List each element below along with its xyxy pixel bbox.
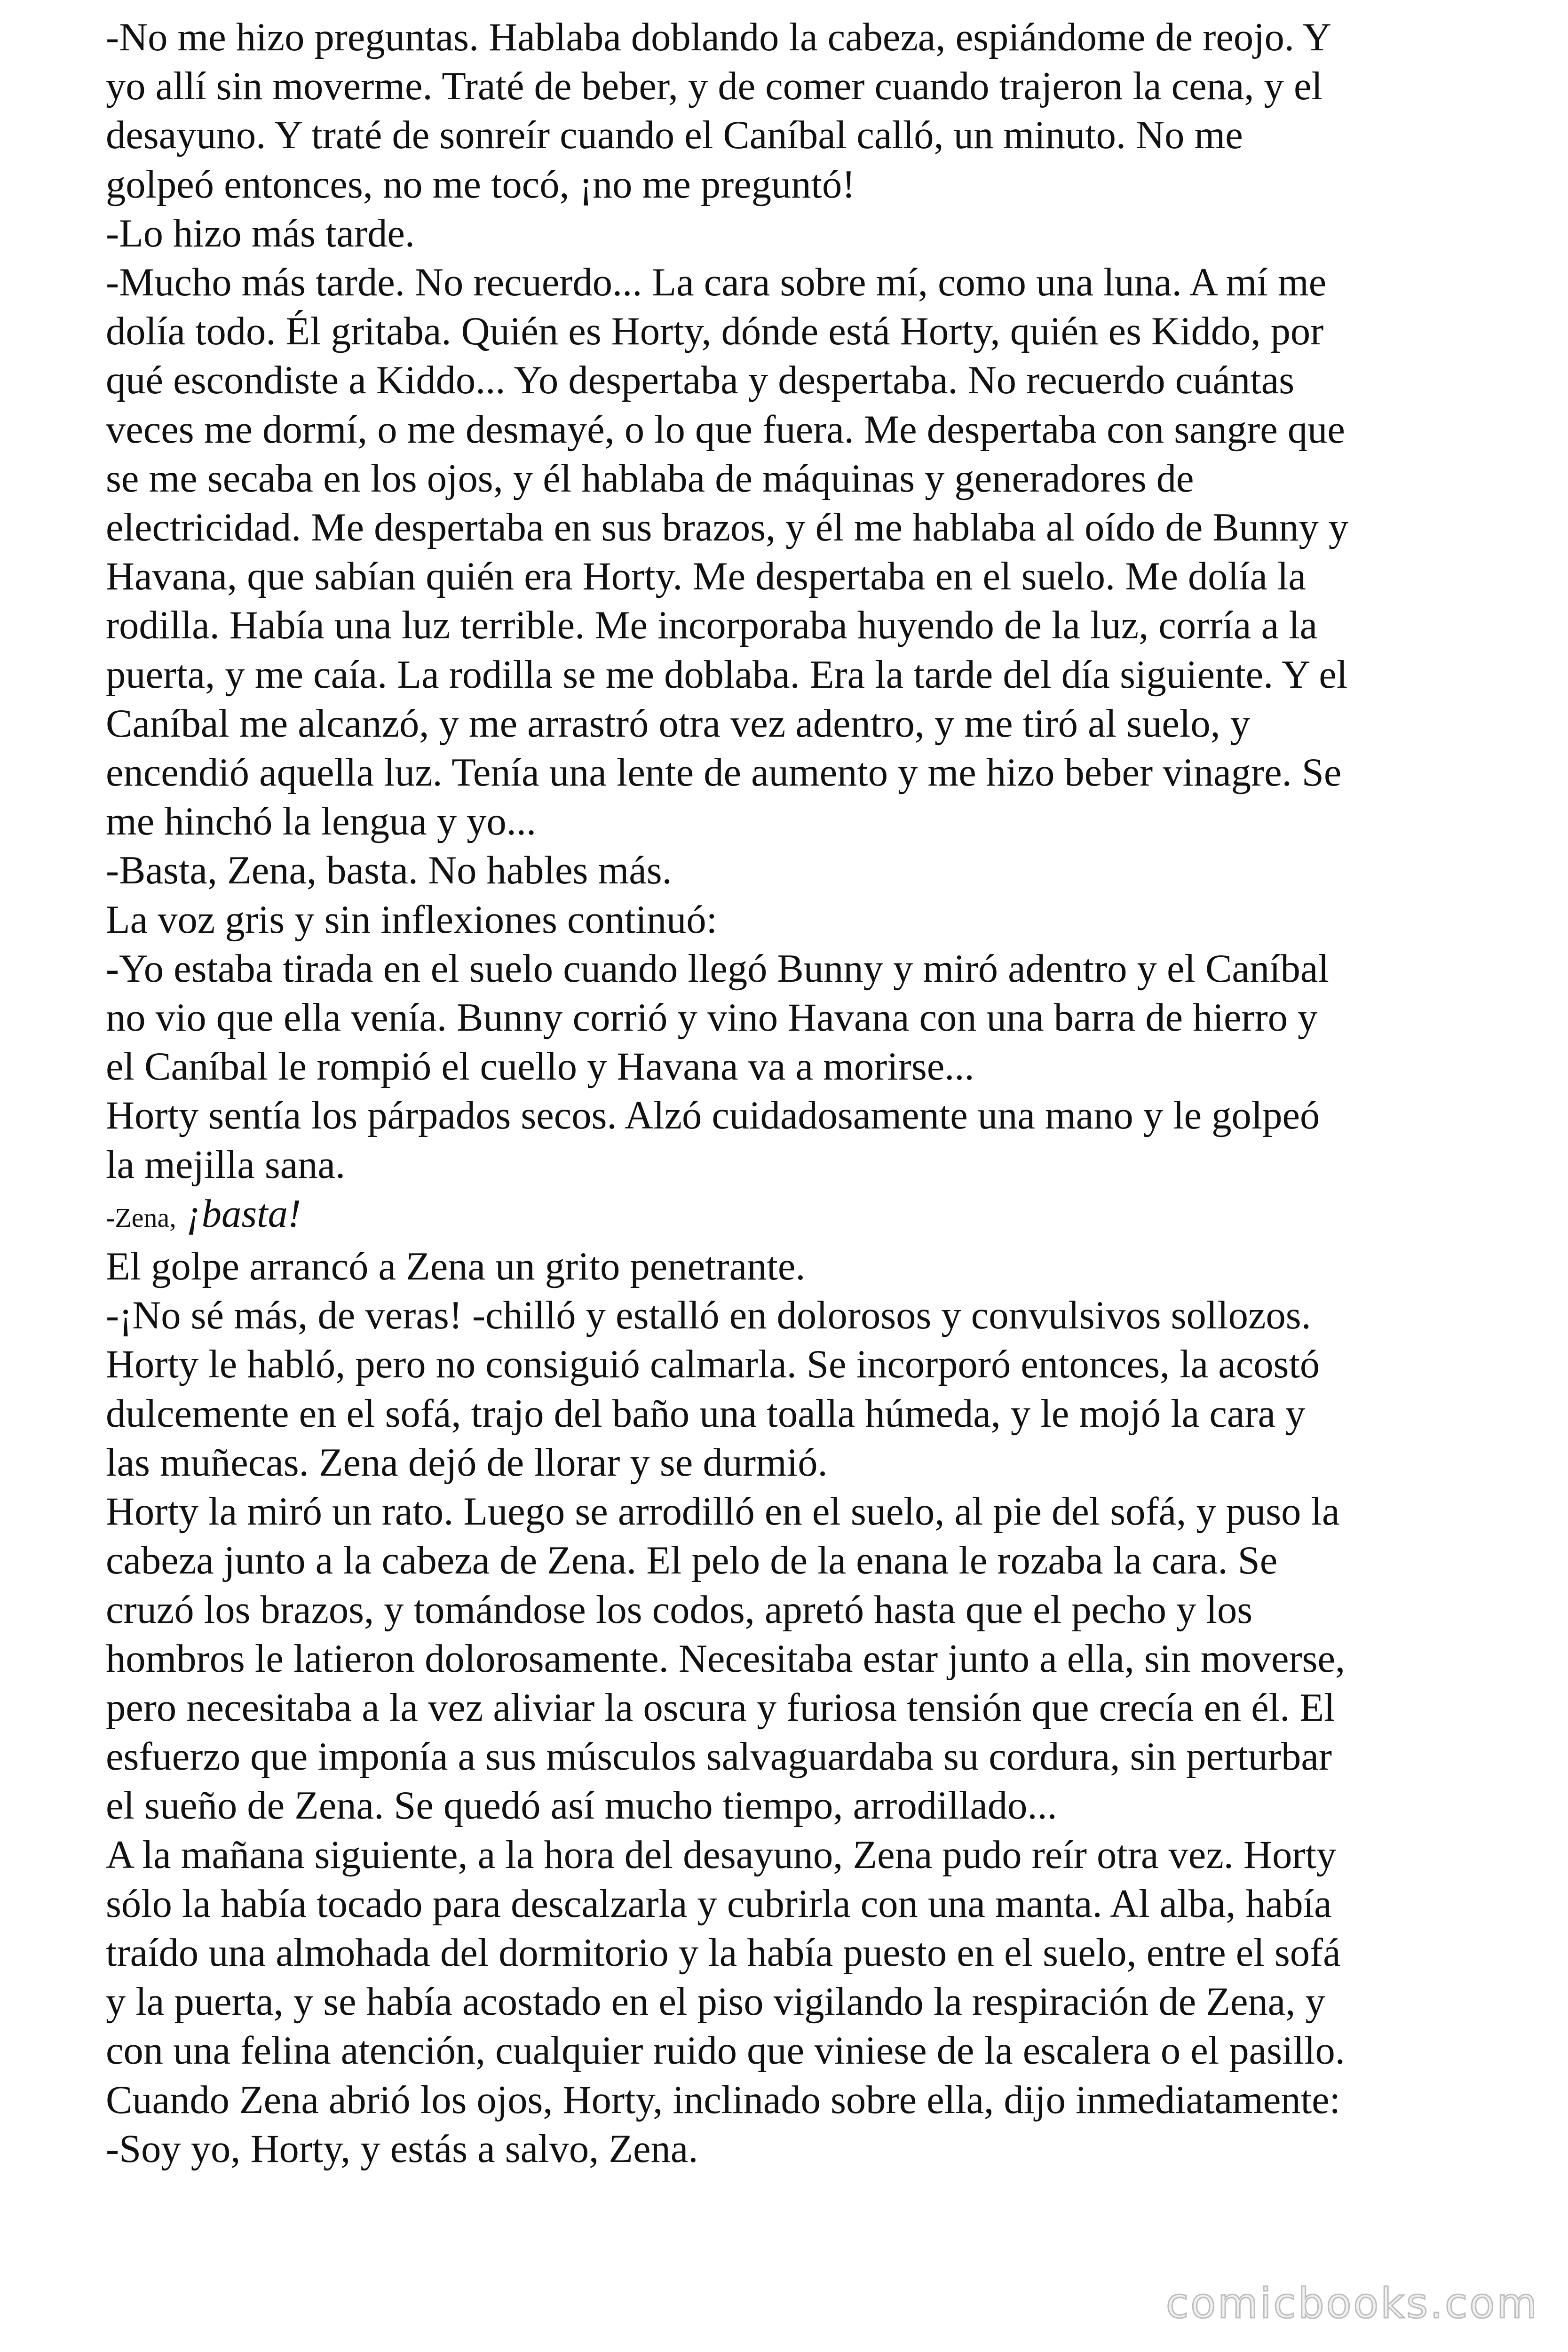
text-line: Horty sentía los párpados secos. Alzó cuidadosamente una mano y le golpeó: [106, 1094, 1320, 1138]
special-line-emphasis: ¡basta!: [186, 1192, 301, 1236]
text-line: Havana, que sabían quién era Horty. Me despertaba en el suelo. Me dolía la: [106, 555, 1307, 599]
text-line: yo allí sin moverme. Traté de beber, y de comer cuando trajeron la cena, y el: [106, 64, 1323, 109]
text-line: Horty la miró un rato. Luego se arrodilló en el suelo, al pie del sofá, y puso la: [106, 1490, 1340, 1534]
text-line: hombros le latieron dolorosamente. Necesitaba estar junto a ella, sin moverse,: [106, 1637, 1346, 1681]
text-line: rodilla. Había una luz terrible. Me incorporaba huyendo de la luz, corría a la: [106, 604, 1318, 648]
text-line: cabeza junto a la cabeza de Zena. El pelo de la enana le rozaba la cara. Se: [106, 1539, 1278, 1583]
text-line: qué escondiste a Kiddo... Yo despertaba y despertaba. No recuerdo cuántas: [106, 358, 1295, 403]
text-line: -¡No sé más, de veras! -chilló y estalló en dolorosos y convulsivos sollozos.: [106, 1294, 1311, 1338]
text-line: -Lo hizo más tarde.: [106, 211, 415, 255]
text-line: El golpe arrancó a Zena un grito penetrante.: [106, 1245, 806, 1289]
text-line: -Yo estaba tirada en el suelo cuando llegó Bunny y miró adentro y el Caníbal: [106, 946, 1329, 991]
text-line: el sueño de Zena. Se quedó así mucho tiempo, arrodillado...: [106, 1784, 1057, 1828]
text-line: desayuno. Y traté de sonreír cuando el Caníbal calló, un minuto. No me: [106, 113, 1243, 158]
text-line: puerta, y me caía. La rodilla se me doblaba. Era la tarde del día siguiente. Y el: [106, 652, 1348, 697]
text-line: el Caníbal le rompió el cuello y Havana va a morirse...: [106, 1045, 974, 1089]
text-line: dolía todo. Él gritaba. Quién es Horty, dónde está Horty, quién es Kiddo, por: [106, 310, 1324, 354]
text-line: sólo la había tocado para descalzarla y cubrirla con una manta. Al alba, había: [106, 1882, 1332, 1926]
text-line: dulcemente en el sofá, trajo del baño una toalla húmeda, y le mojó la cara y: [106, 1391, 1306, 1436]
text-line: -No me hizo preguntas. Hablaba doblando la cabeza, espiándome de reojo. Y: [106, 16, 1332, 59]
text-line: electricidad. Me despertaba en sus brazos, y él me hablaba al oído de Bunny y: [106, 506, 1349, 550]
text-line: con una felina atención, cualquier ruido que viniese de la escalera o el pasillo.: [106, 2029, 1345, 2073]
text-line: traído una almohada del dormitorio y la había puesto en el suelo, entre el sofá: [106, 1931, 1341, 1975]
page-text: [106, 13, 1470, 2174]
special-line-prefix: -Zena,: [106, 1202, 176, 1233]
text-line: la mejilla sana.: [106, 1143, 346, 1187]
text-line: y la puerta, y se había acostado en el piso vigilando la respiración de Zena, y: [106, 1980, 1325, 2024]
text-line: cruzó los brazos, y tomándose los codos, apretó hasta que el pecho y los: [106, 1588, 1253, 1632]
special-line: [106, 1190, 1470, 1242]
watermark: comicbooks.com: [1165, 2279, 1539, 2328]
text-line: -Basta, Zena, basta. No hables más.: [106, 849, 672, 893]
text-line: La voz gris y sin inflexiones continuó:: [106, 898, 718, 942]
text-line: se me secaba en los ojos, y él hablaba de máquinas y generadores de: [106, 456, 1194, 501]
text-line: A la mañana siguiente, a la hora del desayuno, Zena pudo reír otra vez. Horty: [106, 1833, 1337, 1877]
text-line: esfuerzo que imponía a sus músculos salvaguardaba su cordura, sin perturbar: [106, 1735, 1332, 1779]
text-line: encendió aquella luz. Tenía una lente de aumento y me hizo beber vinagre. Se: [106, 751, 1342, 795]
text-line: -Soy yo, Horty, y estás a salvo, Zena.: [106, 2127, 698, 2171]
text-line: no vio que ella venía. Bunny corrió y vino Havana con una barra de hierro y: [106, 996, 1318, 1040]
text-line: Horty le habló, pero no consiguió calmarla. Se incorporó entonces, la acostó: [106, 1343, 1320, 1387]
text-line: -Mucho más tarde. No recuerdo... La cara sobre mí, como una luna. A mí me: [106, 261, 1327, 305]
text-line: me hinchó la lengua y yo...: [106, 800, 537, 844]
text-line: Cuando Zena abrió los ojos, Horty, inclinado sobre ella, dijo inmediatamente:: [106, 2078, 1341, 2122]
text-line: Caníbal me alcanzó, y me arrastró otra vez adentro, y me tiró al suelo, y: [106, 701, 1251, 746]
text-line: golpeó entonces, no me tocó, ¡no me preguntó!: [106, 162, 855, 207]
text-line: veces me dormí, o me desmayé, o lo que fuera. Me despertaba con sangre que: [106, 407, 1345, 452]
text-line: las muñecas. Zena dejó de llorar y se durmió.: [106, 1440, 828, 1485]
text-line: pero necesitaba a la vez aliviar la oscura y furiosa tensión que crecía en él. El: [106, 1685, 1335, 1730]
